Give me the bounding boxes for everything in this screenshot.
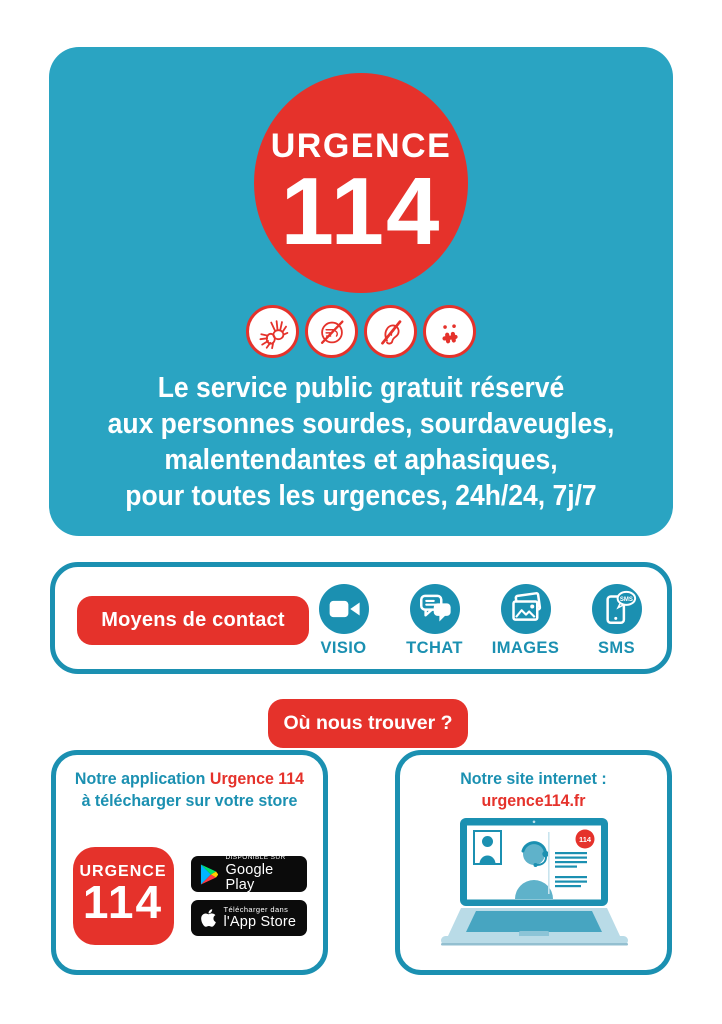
app-store-badge[interactable] (191, 900, 307, 936)
store-badges (191, 853, 307, 936)
video-camera-icon (319, 584, 369, 634)
website-panel (395, 750, 672, 975)
contact-method-tchat (389, 584, 480, 658)
google-play-tagline: DISPONIBLE SUR (225, 853, 286, 861)
contact-methods-row (298, 584, 662, 658)
where-to-find-header: Où nous trouver ? (268, 699, 468, 748)
sign-language-icon (246, 305, 299, 358)
app-icon-urgence-text: URGENCE (79, 863, 167, 880)
logo-urgence-text: URGENCE (270, 127, 452, 165)
pictures-icon (501, 584, 551, 634)
sms-phone-icon (592, 584, 642, 634)
site-box-title (408, 768, 659, 812)
urgence-114-app-icon (73, 847, 174, 945)
logo-114-text: 114 (280, 158, 442, 265)
description-line: pour toutes les urgences, 24h/24, 7j/7 (125, 480, 597, 512)
site-title-line1: Notre site internet : (460, 769, 607, 788)
method-label: SMS (598, 639, 635, 657)
app-box-title (64, 768, 315, 812)
app-title-line2: à télécharger sur votre store (81, 791, 298, 810)
laptop-badge-text: 114 (578, 834, 591, 844)
contact-methods-panel (50, 562, 672, 674)
accessibility-icons-row (246, 305, 476, 358)
app-download-panel (51, 750, 328, 975)
description-line: Le service public gratuit réservé (157, 372, 565, 404)
deaf-ear-icon (364, 305, 417, 358)
app-store-tagline: Télécharger dans (223, 904, 289, 914)
apple-icon (200, 908, 217, 928)
app-title-highlight: Urgence 114 (209, 769, 305, 788)
site-url[interactable]: urgence114.fr (481, 791, 586, 810)
app-title-prefix: Notre application (74, 769, 206, 788)
contact-method-visio (298, 584, 389, 658)
method-label: TCHAT (406, 639, 463, 657)
sms-bubble-text: SMS (619, 596, 633, 603)
method-label: IMAGES (491, 639, 560, 657)
laptop-keyboard (466, 911, 602, 932)
aphasia-icon (423, 305, 476, 358)
contact-methods-header: Moyens de contact (77, 596, 309, 645)
app-store-name: l'App Store (223, 913, 297, 930)
contact-method-images (480, 584, 571, 658)
contact-method-sms (571, 584, 662, 658)
laptop-illustration (436, 818, 632, 955)
app-icon-114-text: 114 (82, 876, 164, 928)
chat-bubbles-icon (410, 584, 460, 634)
description-line: malentendantes et aphasiques, (164, 444, 558, 476)
hero-panel (49, 47, 673, 536)
urgence-114-logo (254, 73, 468, 293)
method-label: VISIO (320, 639, 367, 657)
google-play-icon (200, 864, 219, 885)
description-line: aux personnes sourdes, sourdaveugles, (107, 408, 615, 440)
deafblind-icon (305, 305, 358, 358)
google-play-name: Google Play (225, 861, 274, 893)
google-play-badge[interactable] (191, 853, 307, 893)
store-row (56, 847, 323, 945)
service-description (71, 370, 651, 514)
